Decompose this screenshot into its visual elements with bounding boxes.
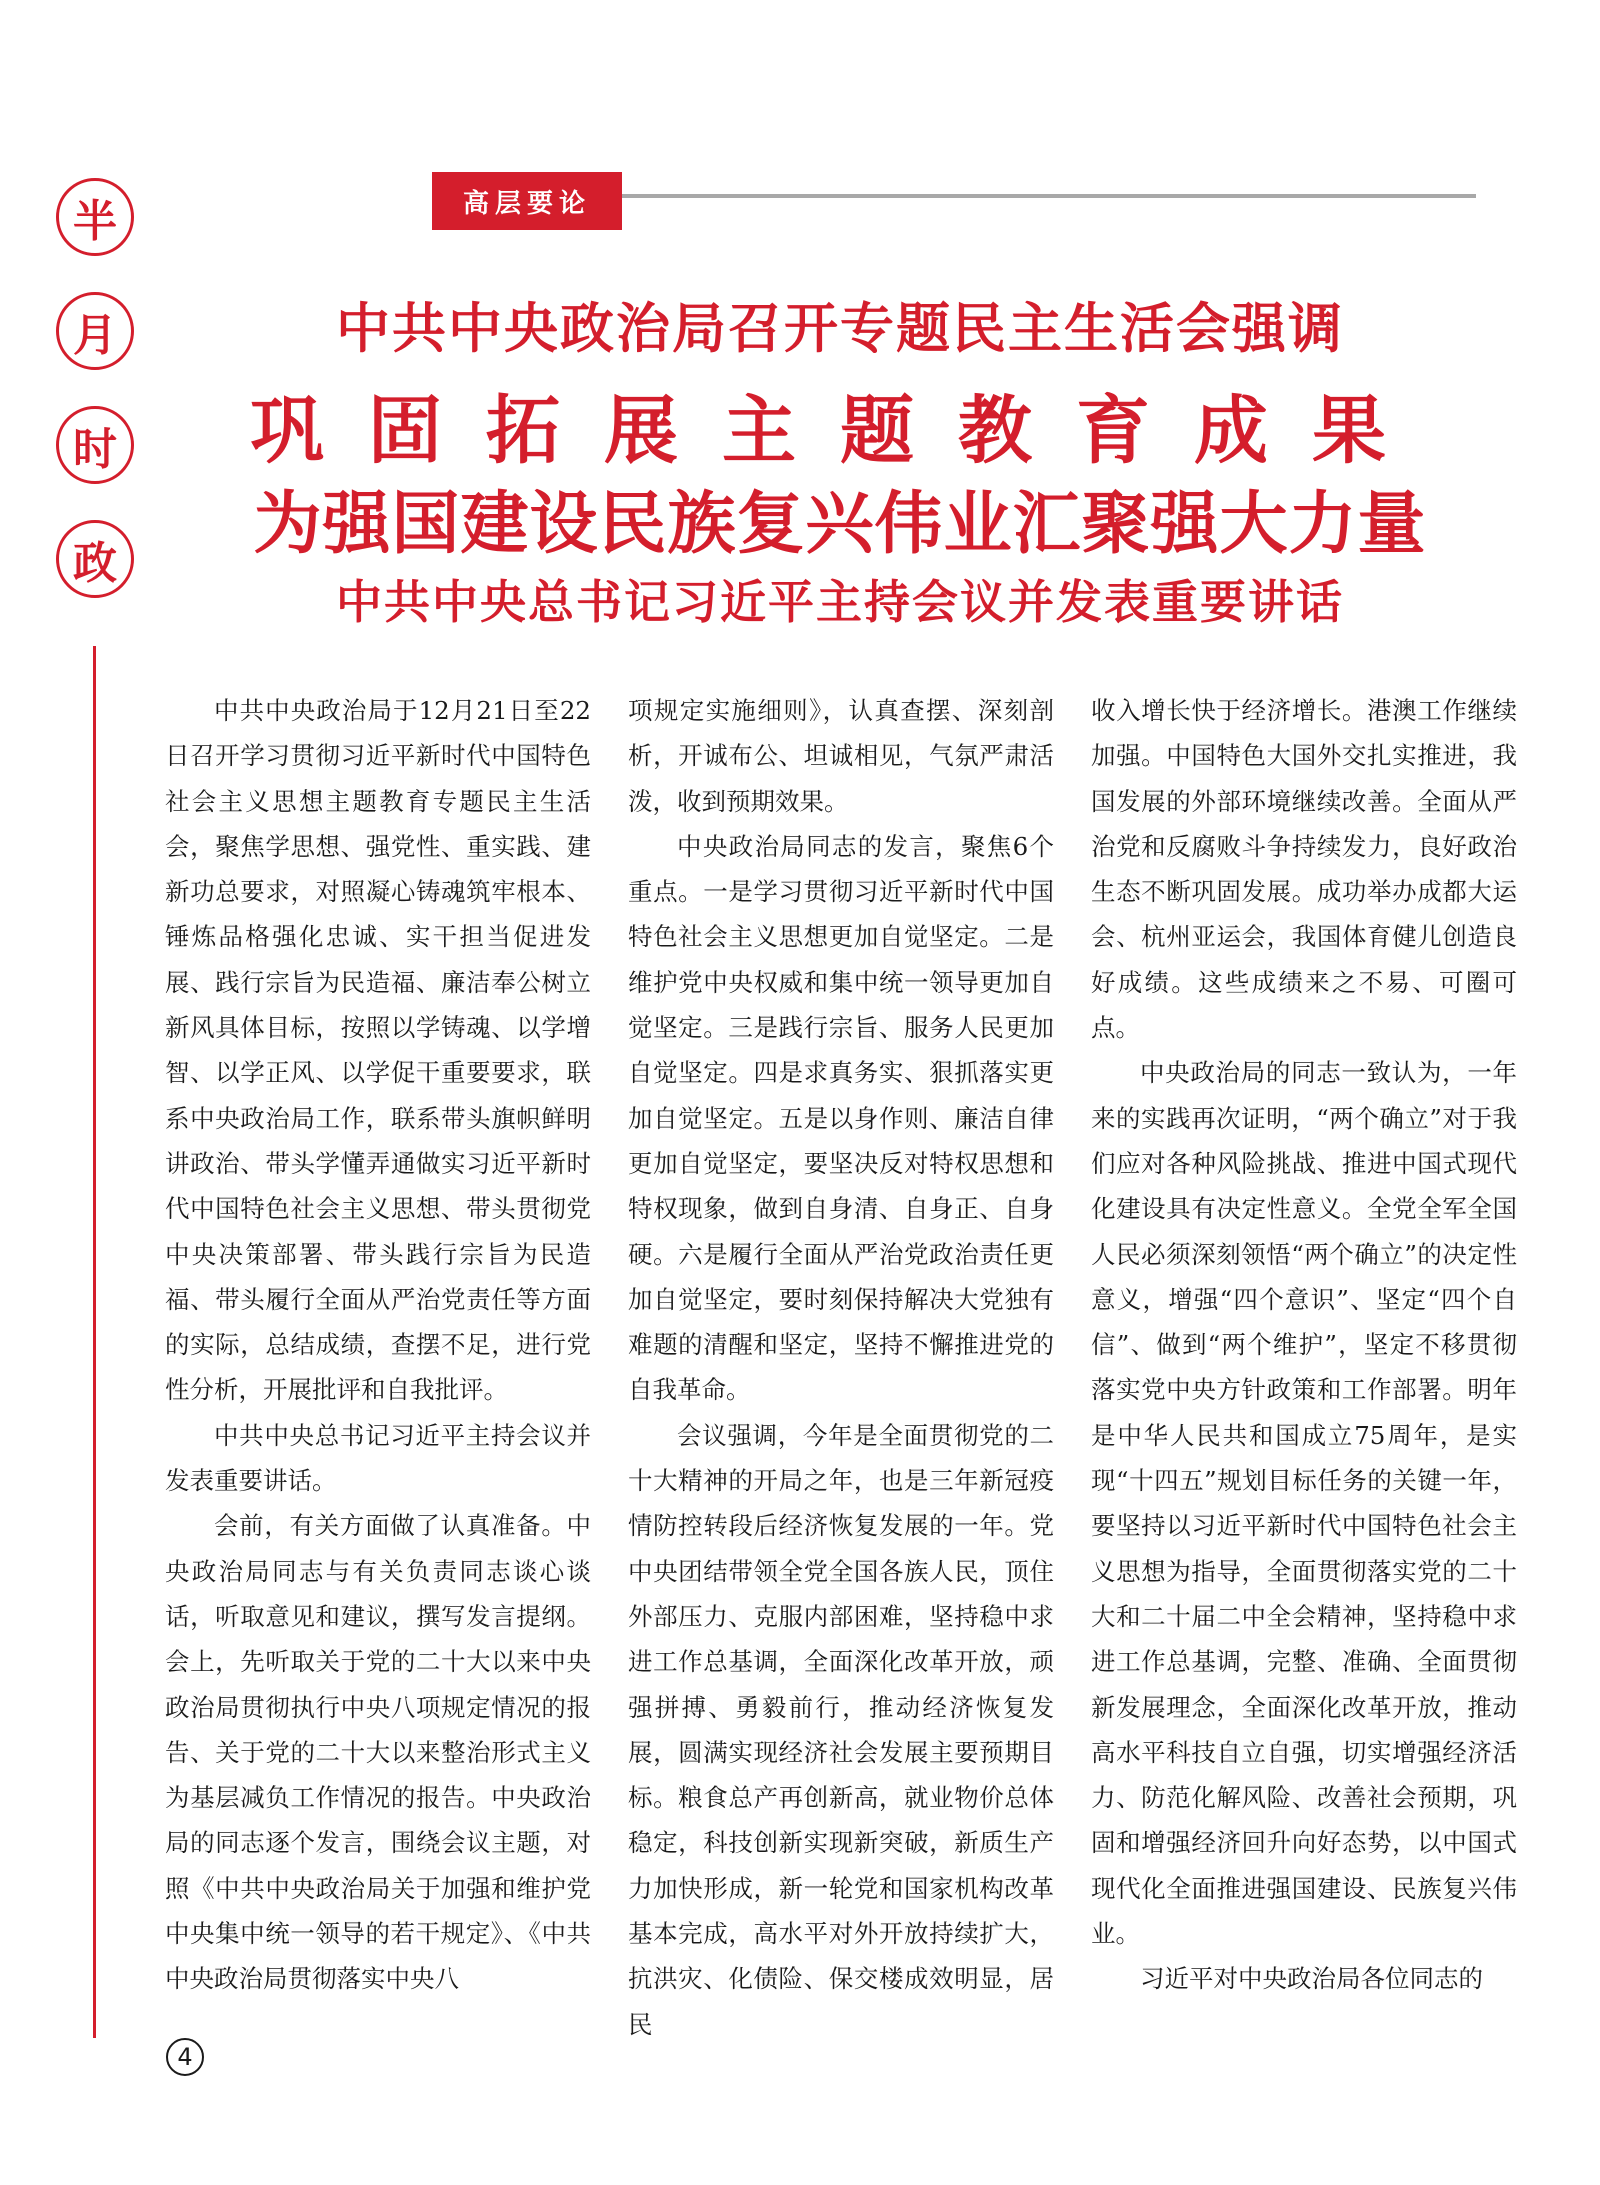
sidebar-char-badge: 半 — [56, 178, 134, 256]
pre-title: 中共中央政治局召开专题民主生活会强调 — [336, 297, 1344, 360]
paragraph: 习近平对中央政治局各位同志的 — [1140, 1964, 1483, 1994]
paragraph: 会议强调，今年是全面贯彻党的二十大精神的开局之年，也是三年新冠疫情防控转段后经济恢复发展的一年。党中央团结带领全党全国各族人民，顶住外部压力、克服内部困难，坚持稳中求进工作总基调，全面深化改革开放，顽强拼搏、勇毅前行，推动经济恢复发展，圆满实现经济社会发展主要预期目标。粮食总产再创新高，就业物价总体稳定，科技创新实现新突破，新质生产力加快形成，新一轮党和国家机构改革基本完成，高水平对外开放持续扩大，抗洪灾、化债险、保交楼成效明显，居民 — [628, 1420, 1054, 2039]
paragraph: 会前，有关方面做了认真准备。中央政治局同志与有关负责同志谈心谈话，听取意见和建议，撰写发言提纲。会上，先听取关于党的二十大以来中央政治局贯彻执行中央八项规定情况的报告、关于党的二十大以来整治形式主义为基层减负工作情况的报告。中央政治局的同志逐个发言，围绕会议主题，对照《中共中央政治局关于加强和维护党中央集中统一领导的若干规定》、《中共中央政治局贯彻落实中央八 — [165, 1511, 591, 1994]
page-number: 4 — [166, 2038, 204, 2076]
vertical-column-label — [56, 178, 140, 634]
paragraph: 中共中央总书记习近平主持会议并发表重要讲话。 — [165, 1420, 591, 1496]
sidebar-char-badge: 政 — [56, 520, 134, 598]
text-column-2 — [628, 688, 1054, 2040]
main-title-line-1: 巩固拓展主题教育成果 — [250, 388, 1430, 474]
text-column-3 — [1091, 688, 1517, 2040]
sidebar-vertical-rule — [93, 646, 96, 2038]
paragraph-continued: 项规定实施细则》，认真查摆、深刻剖析，开诚布公、坦诚相见，气氛严肃活泼，收到预期效果。 — [628, 696, 1054, 816]
text-column-1 — [165, 688, 591, 2040]
section-rule — [622, 194, 1476, 198]
article-body — [165, 688, 1517, 2040]
paragraph: 中央政治局的同志一致认为，一年来的实践再次证明，“两个确立”对于我们应对各种风险挑战、推进中国式现代化建设具有决定性意义。全党全军全国人民必须深刻领悟“两个确立”的决定性意义，增强“四个意识”、坚定“四个自信”、做到“两个维护”，坚定不移贯彻落实党中央方针政策和工作部署。明年是中华人民共和国成立75周年，是实现“十四五”规划目标任务的关键一年，要坚持以习近平新时代中国特色社会主义思想为指导，全面贯彻落实党的二十大和二十届二中全会精神，坚持稳中求进工作总基调，完整、准确、全面贯彻新发展理念，全面深化改革开放，推动高水平科技自立自强，切实增强经济活力、防范化解风险、改善社会预期，巩固和增强经济回升向好态势，以中国式现代化全面推进强国建设、民族复兴伟业。 — [1091, 1058, 1517, 1949]
sidebar-char-badge: 月 — [56, 292, 134, 370]
sidebar-char-badge: 时 — [56, 406, 134, 484]
paragraph-continued: 收入增长快于经济增长。港澳工作继续加强。中国特色大国外交扎实推进，我国发展的外部环境继续改善。全面从严治党和反腐败斗争持续发力，良好政治生态不断巩固发展。成功举办成都大运会、杭州亚运会，我国体育健儿创造良好成绩。这些成绩来之不易、可圈可点。 — [1091, 696, 1517, 1043]
paragraph: 中央政治局同志的发言，聚焦6个重点。一是学习贯彻习近平新时代中国特色社会主义思想更加自觉坚定。二是维护党中央权威和集中统一领导更加自觉坚定。三是践行宗旨、服务人民更加自觉坚定。四是求真务实、狠抓落实更加自觉坚定。五是以身作则、廉洁自律更加自觉坚定，要坚决反对特权思想和特权现象，做到自身清、自身正、自身硬。六是履行全面从严治党政治责任更加自觉坚定，要时刻保持解决大党独有难题的清醒和坚定，坚持不懈推进党的自我革命。 — [628, 831, 1054, 1405]
main-title-line-2: 为强国建设民族复兴伟业汇聚强大力量 — [253, 485, 1427, 564]
section-tag: 高层要论 — [432, 172, 622, 230]
paragraph: 中共中央政治局于12月21日至22日召开学习贯彻习近平新时代中国特色社会主义思想主题教育专题民主生活会，聚焦学思想、强党性、重实践、建新功总要求，对照凝心铸魂筑牢根本、锤炼品格强化忠诚、实干担当促进发展、践行宗旨为民造福、廉洁奉公树立新风具体目标，按照以学铸魂、以学增智、以学正风、以学促干重要要求，联系中央政治局工作，联系带头旗帜鲜明讲政治、带头学懂弄通做实习近平新时代中国特色社会主义思想、带头贯彻党中央决策部署、带头践行宗旨为民造福、带头履行全面从严治党责任等方面的实际，总结成绩，查摆不足，进行党性分析，开展批评和自我批评。 — [165, 696, 591, 1405]
subtitle: 中共中央总书记习近平主持会议并发表重要讲话 — [336, 575, 1344, 629]
